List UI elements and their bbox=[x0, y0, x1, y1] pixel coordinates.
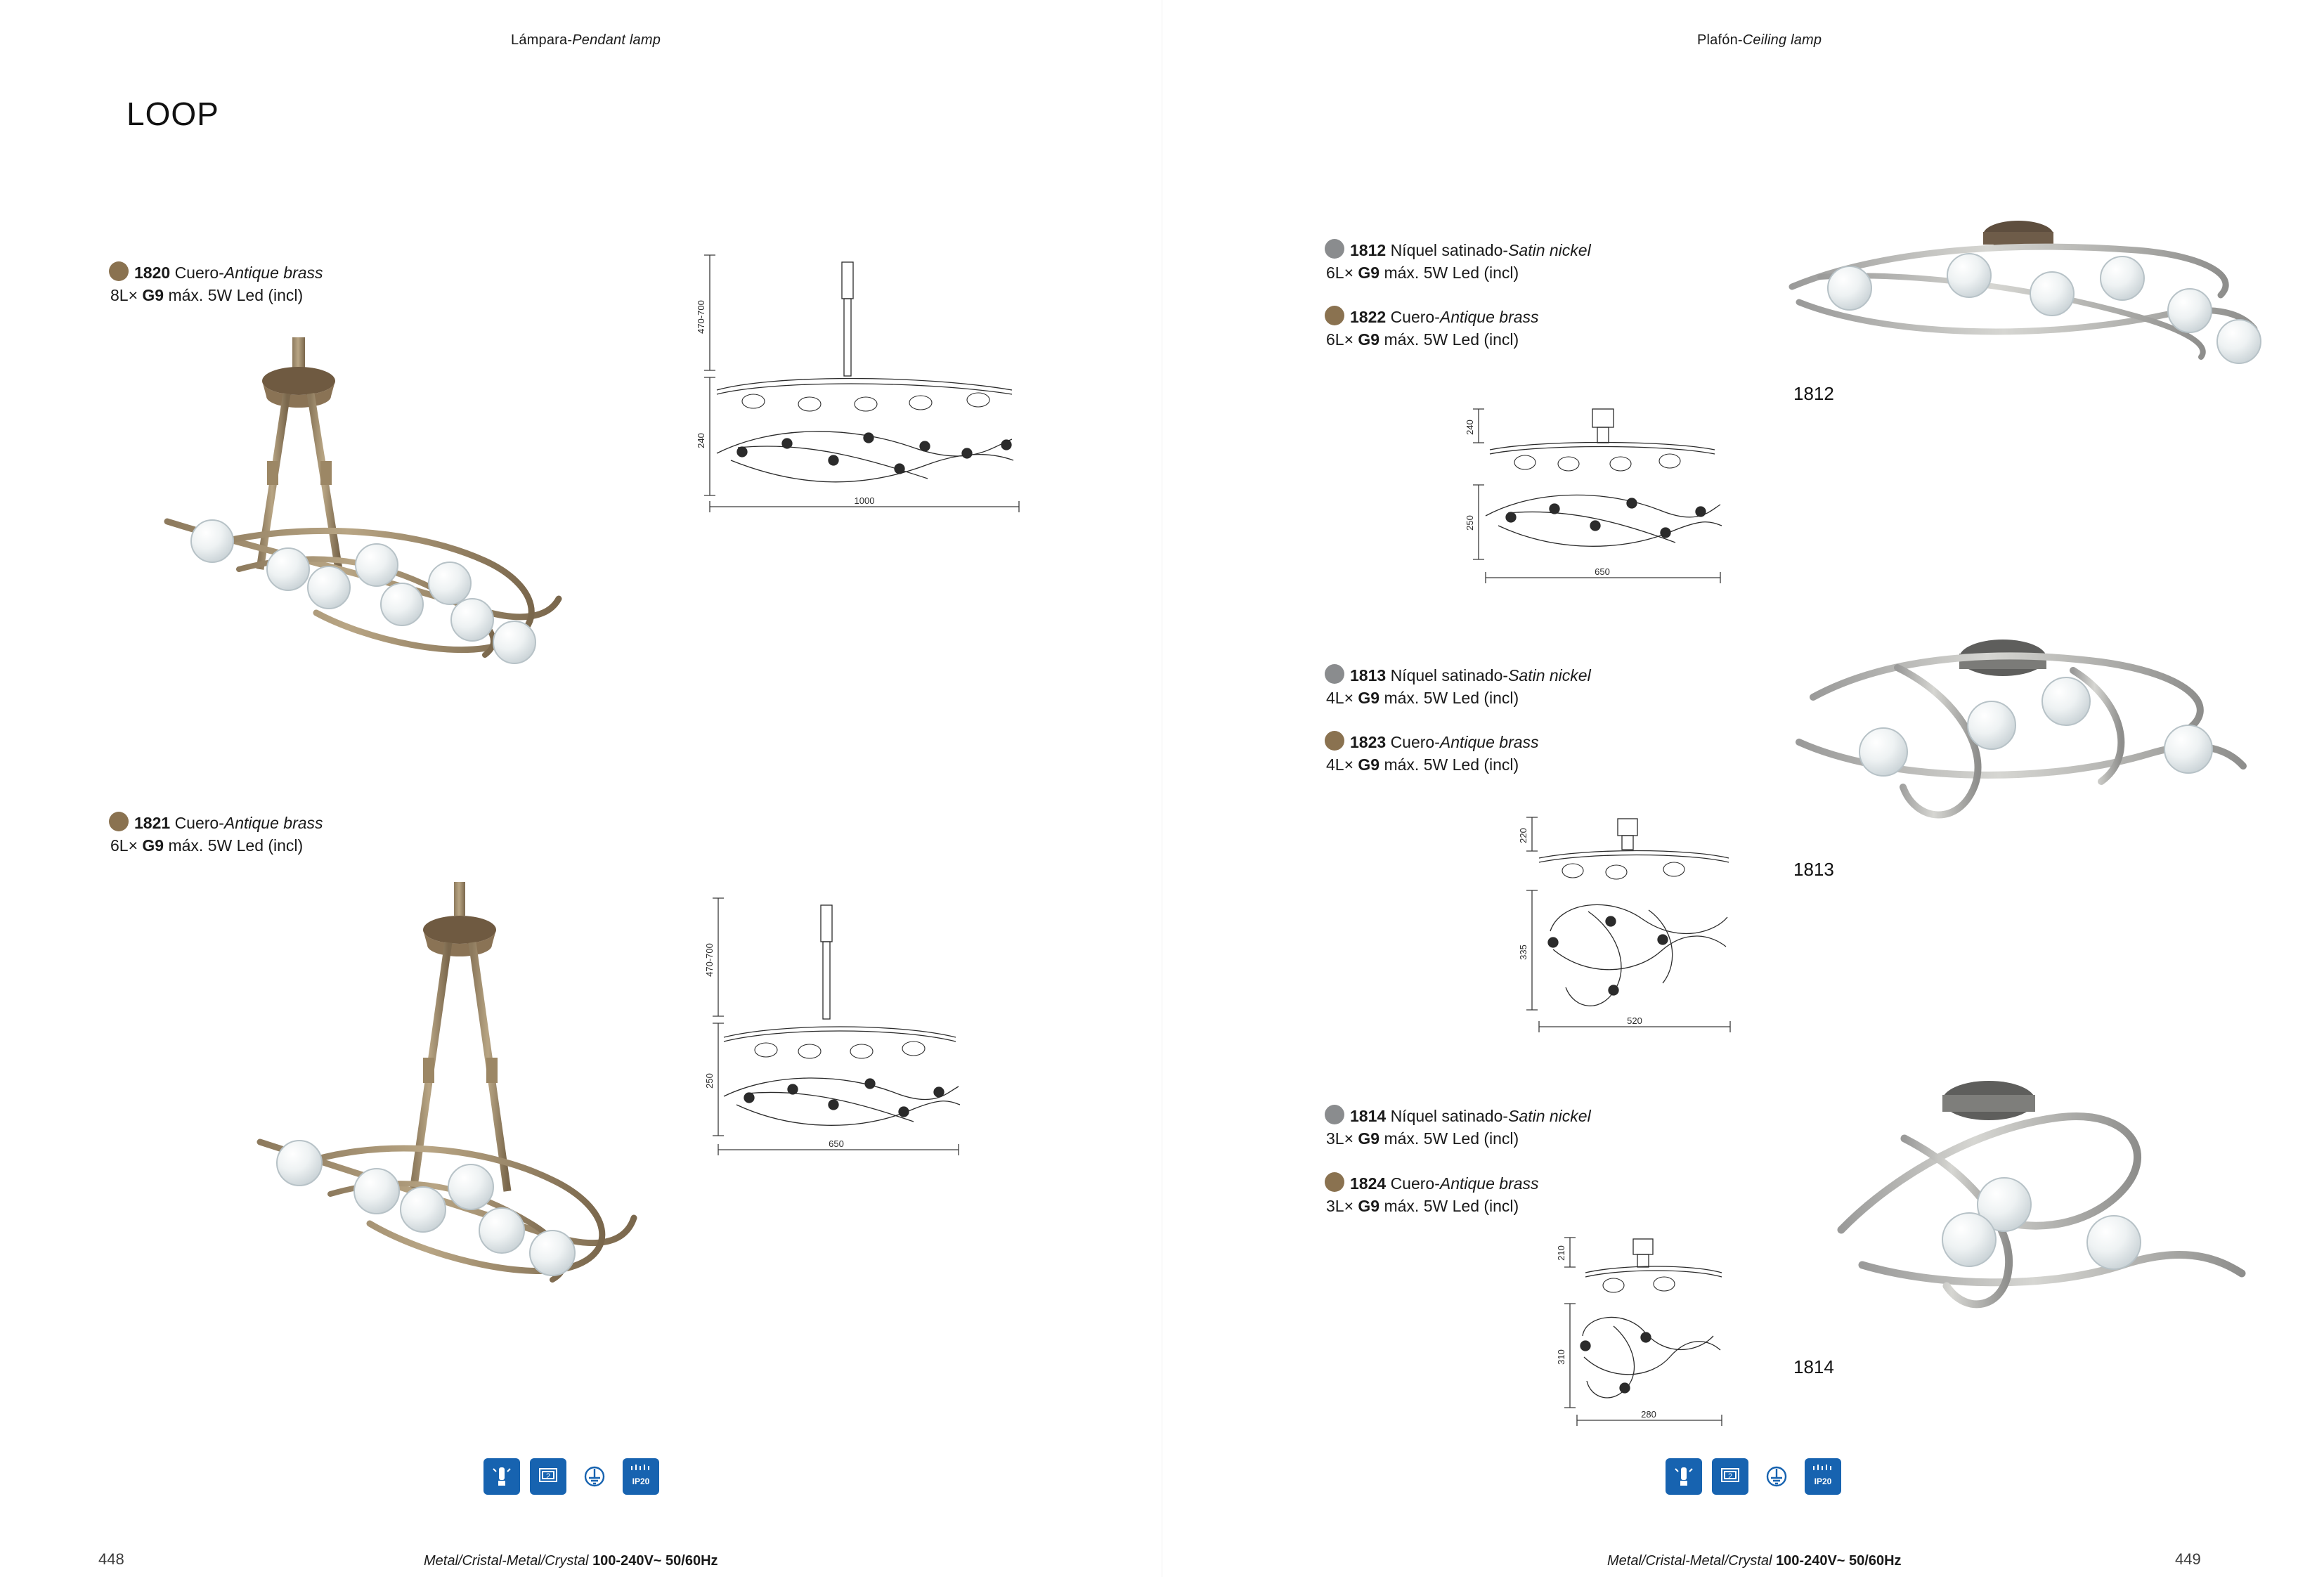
variant-1823-finish-es: Cuero- bbox=[1390, 733, 1440, 751]
variant-1820-socket: G9 bbox=[142, 286, 164, 304]
variant-1820-line1 bbox=[109, 261, 323, 283]
variant-1821-finish-en: Antique brass bbox=[223, 814, 323, 832]
dim-height-1812: 240 bbox=[1465, 420, 1475, 435]
dim-depth-1821: 250 bbox=[704, 1073, 715, 1089]
finish-swatch-brass-icon bbox=[1325, 1172, 1344, 1192]
technical-drawing-1812 bbox=[1462, 401, 1743, 625]
ip20-label: IP20 bbox=[1814, 1477, 1832, 1486]
variant-1813-socket: G9 bbox=[1358, 689, 1380, 707]
variant-1820 bbox=[109, 261, 323, 305]
left-running-head-en: Pendant lamp bbox=[572, 32, 661, 48]
variant-1813-code: 1813 bbox=[1350, 666, 1387, 684]
variant-1814-socket: G9 bbox=[1358, 1129, 1380, 1148]
technical-drawing-1813 bbox=[1511, 812, 1750, 1051]
footer-materials-es-left: Metal/Cristal- bbox=[424, 1553, 507, 1569]
variant-1820-lamps: 8L× bbox=[110, 286, 138, 304]
variant-1812-code: 1812 bbox=[1350, 241, 1387, 259]
footer-text-right bbox=[1607, 1553, 1902, 1569]
photo-caption-1814: 1814 bbox=[1793, 1356, 1834, 1377]
product-photo-1812 bbox=[1771, 204, 2263, 387]
variant-1814-line1 bbox=[1325, 1105, 1591, 1126]
variant-1821-lamps: 6L× bbox=[110, 836, 138, 855]
technical-drawing-1820 bbox=[689, 249, 1040, 531]
variant-1814-power: máx. 5W Led (incl) bbox=[1384, 1129, 1519, 1148]
lamp-warning-icon bbox=[1666, 1458, 1702, 1495]
variant-1813-power: máx. 5W Led (incl) bbox=[1384, 689, 1519, 707]
variant-1823 bbox=[1325, 731, 1539, 774]
dim-height-1821: 470-700 bbox=[704, 943, 715, 977]
finish-swatch-brass-icon bbox=[1325, 731, 1344, 751]
product-photo-1821 bbox=[246, 882, 766, 1395]
variant-1824-line2 bbox=[1326, 1197, 1539, 1216]
right-running-head bbox=[1697, 32, 1822, 48]
variant-1824-finish-en: Antique brass bbox=[1439, 1174, 1539, 1193]
ip20-icon bbox=[623, 1458, 659, 1495]
technical-drawing-1814 bbox=[1546, 1233, 1743, 1437]
variant-1824-code: 1824 bbox=[1350, 1174, 1387, 1193]
finish-swatch-nickel-icon bbox=[1325, 664, 1344, 684]
variant-1823-power: máx. 5W Led (incl) bbox=[1384, 755, 1519, 774]
folio-right: 449 bbox=[2175, 1550, 2201, 1568]
variant-1822-line1 bbox=[1325, 306, 1539, 327]
left-running-head bbox=[511, 32, 661, 48]
right-running-head-es: Plafón- bbox=[1697, 32, 1743, 48]
variant-1812 bbox=[1325, 239, 1591, 283]
class-2-icon bbox=[1712, 1458, 1748, 1495]
variant-1822-lamps: 6L× bbox=[1326, 330, 1354, 349]
variant-1812-lamps: 6L× bbox=[1326, 264, 1354, 282]
variant-1821-power: máx. 5W Led (incl) bbox=[168, 836, 304, 855]
variant-1824-power: máx. 5W Led (incl) bbox=[1384, 1197, 1519, 1215]
variant-1820-finish-es: Cuero- bbox=[174, 264, 224, 282]
variant-1812-socket: G9 bbox=[1358, 264, 1380, 282]
variant-1812-finish-es: Níquel satinado- bbox=[1390, 241, 1509, 259]
finish-swatch-nickel-icon bbox=[1325, 239, 1344, 259]
footer-materials-es-right: Metal/Cristal- bbox=[1607, 1553, 1690, 1569]
variant-1813-lamps: 4L× bbox=[1326, 689, 1354, 707]
variant-1814-finish-es: Níquel satinado- bbox=[1390, 1107, 1509, 1125]
dim-height-1813: 220 bbox=[1518, 828, 1528, 843]
dim-height-1820: 470-700 bbox=[696, 300, 706, 334]
left-running-head-es: Lámpara- bbox=[511, 32, 573, 48]
dim-depth-1820: 240 bbox=[696, 433, 706, 448]
variant-1812-line1 bbox=[1325, 239, 1591, 260]
footer-text-left bbox=[424, 1553, 718, 1569]
variant-1824-line1 bbox=[1325, 1172, 1539, 1193]
variant-1823-line2 bbox=[1326, 755, 1539, 774]
variant-1823-lamps: 4L× bbox=[1326, 755, 1354, 774]
footer-materials-en-left: Metal/Crystal bbox=[506, 1553, 589, 1569]
variant-1821-line2 bbox=[110, 836, 323, 855]
variant-1813-line1 bbox=[1325, 664, 1591, 685]
right-running-head-en: Ceiling lamp bbox=[1742, 32, 1822, 48]
technical-drawing-1821 bbox=[703, 893, 984, 1174]
folio-left: 448 bbox=[98, 1550, 124, 1568]
variant-1822 bbox=[1325, 306, 1539, 349]
dim-width-1821: 650 bbox=[829, 1138, 844, 1149]
variant-1812-line2 bbox=[1326, 264, 1591, 283]
variant-1812-finish-en: Satin nickel bbox=[1508, 241, 1591, 259]
page-title: LOOP bbox=[126, 96, 219, 132]
variant-1820-finish-en: Antique brass bbox=[223, 264, 323, 282]
variant-1814 bbox=[1325, 1105, 1591, 1148]
variant-1823-socket: G9 bbox=[1358, 755, 1380, 774]
variant-1813 bbox=[1325, 664, 1591, 708]
variant-1814-lamps: 3L× bbox=[1326, 1129, 1354, 1148]
dim-depth-1814: 310 bbox=[1556, 1349, 1566, 1365]
class-2-label: 2 bbox=[1727, 1472, 1733, 1481]
variant-1822-line2 bbox=[1326, 330, 1539, 349]
variant-1814-line2 bbox=[1326, 1129, 1591, 1148]
variant-1822-finish-es: Cuero- bbox=[1390, 308, 1440, 326]
ip20-label: IP20 bbox=[632, 1477, 650, 1486]
footer-icons-right bbox=[1666, 1458, 1841, 1495]
variant-1820-code: 1820 bbox=[134, 264, 171, 282]
product-photo-1820 bbox=[155, 337, 731, 731]
dim-depth-1813: 335 bbox=[1518, 945, 1528, 960]
footer-voltage-left: 100-240V~ 50/60Hz bbox=[592, 1553, 718, 1569]
class-2-label: 2 bbox=[545, 1472, 551, 1481]
footer-icons-left bbox=[483, 1458, 659, 1495]
variant-1824-lamps: 3L× bbox=[1326, 1197, 1354, 1215]
variant-1813-finish-es: Níquel satinado- bbox=[1390, 666, 1509, 684]
variant-1813-line2 bbox=[1326, 689, 1591, 708]
variant-1820-line2 bbox=[110, 286, 323, 305]
photo-caption-1813: 1813 bbox=[1793, 859, 1834, 880]
class-2-icon bbox=[530, 1458, 566, 1495]
variant-1821-finish-es: Cuero- bbox=[174, 814, 224, 832]
dim-depth-1812: 250 bbox=[1465, 515, 1475, 531]
variant-1821-socket: G9 bbox=[142, 836, 164, 855]
variant-1823-code: 1823 bbox=[1350, 733, 1387, 751]
variant-1823-line1 bbox=[1325, 731, 1539, 752]
variant-1824-socket: G9 bbox=[1358, 1197, 1380, 1215]
finish-swatch-brass-icon bbox=[109, 812, 129, 831]
footer-voltage-right: 100-240V~ 50/60Hz bbox=[1776, 1553, 1902, 1569]
variant-1812-power: máx. 5W Led (incl) bbox=[1384, 264, 1519, 282]
variant-1813-finish-en: Satin nickel bbox=[1508, 666, 1591, 684]
dim-width-1812: 650 bbox=[1595, 566, 1610, 577]
product-photo-1814 bbox=[1820, 1054, 2263, 1349]
variant-1820-power: máx. 5W Led (incl) bbox=[168, 286, 304, 304]
variant-1821-code: 1821 bbox=[134, 814, 171, 832]
variant-1821-line1 bbox=[109, 812, 323, 833]
dim-height-1814: 210 bbox=[1556, 1245, 1566, 1261]
variant-1822-finish-en: Antique brass bbox=[1439, 308, 1539, 326]
variant-1822-code: 1822 bbox=[1350, 308, 1387, 326]
variant-1824-finish-es: Cuero- bbox=[1390, 1174, 1440, 1193]
ip20-icon bbox=[1805, 1458, 1841, 1495]
variant-1822-socket: G9 bbox=[1358, 330, 1380, 349]
photo-caption-1812: 1812 bbox=[1793, 383, 1834, 404]
dim-width-1813: 520 bbox=[1627, 1015, 1642, 1026]
dim-width-1820: 1000 bbox=[854, 495, 875, 506]
product-photo-1813 bbox=[1771, 618, 2263, 829]
earth-icon bbox=[1758, 1458, 1795, 1495]
earth-icon bbox=[576, 1458, 613, 1495]
variant-1823-finish-en: Antique brass bbox=[1439, 733, 1539, 751]
dim-width-1814: 280 bbox=[1641, 1409, 1656, 1420]
variant-1814-finish-en: Satin nickel bbox=[1508, 1107, 1591, 1125]
lamp-warning-icon bbox=[483, 1458, 520, 1495]
footer-materials-en-right: Metal/Crystal bbox=[1689, 1553, 1772, 1569]
finish-swatch-brass-icon bbox=[109, 261, 129, 281]
finish-swatch-brass-icon bbox=[1325, 306, 1344, 325]
finish-swatch-nickel-icon bbox=[1325, 1105, 1344, 1124]
variant-1814-code: 1814 bbox=[1350, 1107, 1387, 1125]
variant-1824 bbox=[1325, 1172, 1539, 1216]
variant-1821 bbox=[109, 812, 323, 855]
variant-1822-power: máx. 5W Led (incl) bbox=[1384, 330, 1519, 349]
